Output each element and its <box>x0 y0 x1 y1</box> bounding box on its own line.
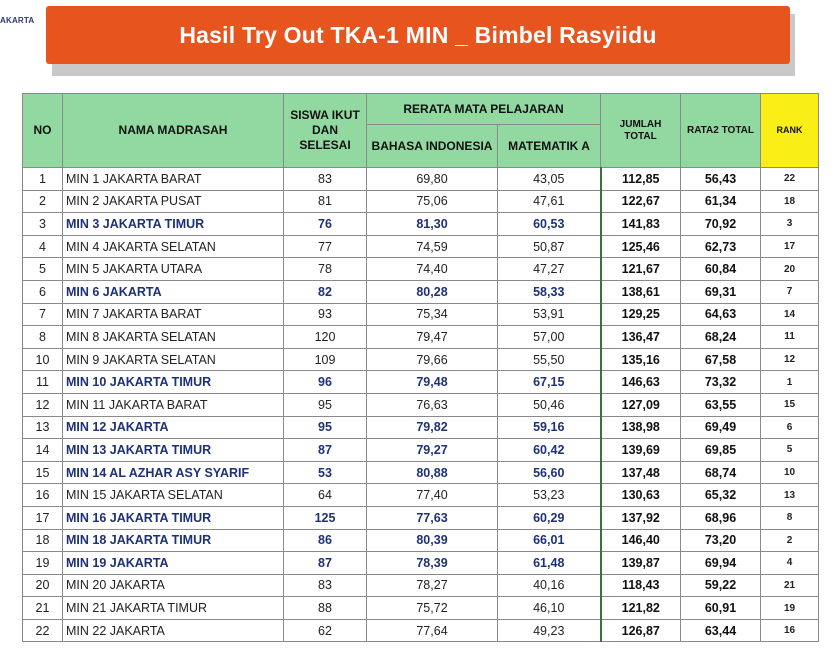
cell-rata2-total: 69,31 <box>681 280 761 303</box>
cell-rank: 4 <box>761 552 819 575</box>
header-matematika: MATEMATIK A <box>498 125 601 168</box>
table-row <box>23 393 819 416</box>
cell-nama: MIN 2 JAKARTA PUSAT <box>63 190 284 213</box>
cell-siswa: 76 <box>284 213 367 236</box>
cell-siswa: 82 <box>284 280 367 303</box>
cell-nama: MIN 12 JAKARTA <box>63 416 284 439</box>
cell-nama: MIN 21 JAKARTA TIMUR <box>63 597 284 620</box>
table-row <box>23 529 819 552</box>
cell-nama: MIN 1 JAKARTA BARAT <box>63 168 284 191</box>
cell-nama: MIN 10 JAKARTA TIMUR <box>63 371 284 394</box>
cell-rata2-total: 64,63 <box>681 303 761 326</box>
cell-nama: MIN 4 JAKARTA SELATAN <box>63 235 284 258</box>
cell-jumlah-total: 146,40 <box>601 529 681 552</box>
header-nama-madrasah: NAMA MADRASAH <box>63 94 284 168</box>
cell-no: 1 <box>23 168 63 191</box>
cell-jumlah-total: 121,67 <box>601 258 681 281</box>
cell-matematika: 49,23 <box>498 619 601 642</box>
cell-bahasa: 81,30 <box>367 213 498 236</box>
table-row <box>23 552 819 575</box>
cell-no: 18 <box>23 529 63 552</box>
cell-rank: 8 <box>761 506 819 529</box>
cell-no: 14 <box>23 439 63 462</box>
cell-nama: MIN 16 JAKARTA TIMUR <box>63 506 284 529</box>
cell-matematika: 66,01 <box>498 529 601 552</box>
cell-nama: MIN 18 JAKARTA TIMUR <box>63 529 284 552</box>
cell-rank: 19 <box>761 597 819 620</box>
table-row <box>23 168 819 191</box>
cell-rata2-total: 68,74 <box>681 461 761 484</box>
cell-nama: MIN 14 AL AZHAR ASY SYARIF <box>63 461 284 484</box>
cell-rank: 17 <box>761 235 819 258</box>
cell-rata2-total: 59,22 <box>681 574 761 597</box>
cell-matematika: 56,60 <box>498 461 601 484</box>
cell-rata2-total: 60,91 <box>681 597 761 620</box>
table-row <box>23 484 819 507</box>
cell-siswa: 83 <box>284 574 367 597</box>
cell-rata2-total: 70,92 <box>681 213 761 236</box>
cell-jumlah-total: 146,63 <box>601 371 681 394</box>
cell-rata2-total: 61,34 <box>681 190 761 213</box>
cell-siswa: 93 <box>284 303 367 326</box>
cell-rata2-total: 60,84 <box>681 258 761 281</box>
cell-bahasa: 75,06 <box>367 190 498 213</box>
cell-nama: MIN 9 JAKARTA SELATAN <box>63 348 284 371</box>
cell-rank: 6 <box>761 416 819 439</box>
cell-rata2-total: 65,32 <box>681 484 761 507</box>
cell-no: 22 <box>23 619 63 642</box>
header-no: NO <box>23 94 63 168</box>
cell-siswa: 120 <box>284 326 367 349</box>
table-row <box>23 326 819 349</box>
cell-jumlah-total: 138,61 <box>601 280 681 303</box>
cell-siswa: 109 <box>284 348 367 371</box>
cell-bahasa: 79,47 <box>367 326 498 349</box>
cell-matematika: 58,33 <box>498 280 601 303</box>
cell-rank: 1 <box>761 371 819 394</box>
cell-siswa: 86 <box>284 529 367 552</box>
table-row <box>23 190 819 213</box>
cell-rank: 20 <box>761 258 819 281</box>
cell-matematika: 61,48 <box>498 552 601 575</box>
table-row <box>23 371 819 394</box>
cell-rata2-total: 62,73 <box>681 235 761 258</box>
cell-bahasa: 80,39 <box>367 529 498 552</box>
cell-jumlah-total: 112,85 <box>601 168 681 191</box>
cell-siswa: 95 <box>284 416 367 439</box>
cell-siswa: 64 <box>284 484 367 507</box>
cell-jumlah-total: 135,16 <box>601 348 681 371</box>
cell-matematika: 47,61 <box>498 190 601 213</box>
cell-rata2-total: 67,58 <box>681 348 761 371</box>
cell-rata2-total: 69,85 <box>681 439 761 462</box>
table-row <box>23 619 819 642</box>
page-title: Hasil Try Out TKA-1 MIN _ Bimbel Rasyiidu <box>179 21 657 48</box>
table-row <box>23 280 819 303</box>
table-row <box>23 303 819 326</box>
cell-nama: MIN 11 JAKARTA BARAT <box>63 393 284 416</box>
cell-bahasa: 77,40 <box>367 484 498 507</box>
header-jumlah-total: JUMLAH TOTAL <box>601 94 681 168</box>
table-row <box>23 439 819 462</box>
cell-no: 8 <box>23 326 63 349</box>
cell-matematika: 57,00 <box>498 326 601 349</box>
cell-rank: 12 <box>761 348 819 371</box>
cell-rata2-total: 68,96 <box>681 506 761 529</box>
cell-jumlah-total: 121,82 <box>601 597 681 620</box>
table-row <box>23 416 819 439</box>
cell-jumlah-total: 126,87 <box>601 619 681 642</box>
cell-rank: 21 <box>761 574 819 597</box>
cell-no: 15 <box>23 461 63 484</box>
cell-siswa: 87 <box>284 552 367 575</box>
cell-nama: MIN 13 JAKARTA TIMUR <box>63 439 284 462</box>
cell-siswa: 88 <box>284 597 367 620</box>
cell-matematika: 46,10 <box>498 597 601 620</box>
cell-rank: 15 <box>761 393 819 416</box>
cell-siswa: 78 <box>284 258 367 281</box>
cell-nama: MIN 7 JAKARTA BARAT <box>63 303 284 326</box>
cell-rank: 16 <box>761 619 819 642</box>
cell-matematika: 60,42 <box>498 439 601 462</box>
cell-jumlah-total: 141,83 <box>601 213 681 236</box>
cell-siswa: 83 <box>284 168 367 191</box>
cell-rata2-total: 56,43 <box>681 168 761 191</box>
cell-bahasa: 74,40 <box>367 258 498 281</box>
cell-no: 3 <box>23 213 63 236</box>
cell-rank: 3 <box>761 213 819 236</box>
cell-no: 6 <box>23 280 63 303</box>
cell-bahasa: 80,88 <box>367 461 498 484</box>
cell-no: 19 <box>23 552 63 575</box>
cell-rata2-total: 69,94 <box>681 552 761 575</box>
cell-matematika: 60,53 <box>498 213 601 236</box>
cell-jumlah-total: 139,87 <box>601 552 681 575</box>
table-row <box>23 597 819 620</box>
cell-rank: 5 <box>761 439 819 462</box>
header-bahasa-indonesia: BAHASA INDONESIA <box>367 125 498 168</box>
cell-bahasa: 79,48 <box>367 371 498 394</box>
cell-rank: 10 <box>761 461 819 484</box>
cell-nama: MIN 8 JAKARTA SELATAN <box>63 326 284 349</box>
cell-no: 11 <box>23 371 63 394</box>
cell-siswa: 77 <box>284 235 367 258</box>
cell-matematika: 59,16 <box>498 416 601 439</box>
cell-siswa: 96 <box>284 371 367 394</box>
cell-siswa: 62 <box>284 619 367 642</box>
cell-nama: MIN 19 JAKARTA <box>63 552 284 575</box>
table-row <box>23 506 819 529</box>
cell-no: 17 <box>23 506 63 529</box>
cell-rank: 18 <box>761 190 819 213</box>
cell-siswa: 81 <box>284 190 367 213</box>
cell-rata2-total: 63,55 <box>681 393 761 416</box>
cell-rank: 14 <box>761 303 819 326</box>
table-row <box>23 348 819 371</box>
cell-siswa: 53 <box>284 461 367 484</box>
cell-rata2-total: 69,49 <box>681 416 761 439</box>
table-row <box>23 258 819 281</box>
cell-matematika: 50,87 <box>498 235 601 258</box>
cell-nama: MIN 3 JAKARTA TIMUR <box>63 213 284 236</box>
cell-bahasa: 77,63 <box>367 506 498 529</box>
cell-no: 5 <box>23 258 63 281</box>
cell-nama: MIN 5 JAKARTA UTARA <box>63 258 284 281</box>
table-row <box>23 574 819 597</box>
cell-bahasa: 74,59 <box>367 235 498 258</box>
cell-no: 4 <box>23 235 63 258</box>
cell-matematika: 43,05 <box>498 168 601 191</box>
cell-jumlah-total: 127,09 <box>601 393 681 416</box>
cell-jumlah-total: 138,98 <box>601 416 681 439</box>
header-rata2-total: RATA2 TOTAL <box>681 94 761 168</box>
table-row <box>23 213 819 236</box>
cell-nama: MIN 15 JAKARTA SELATAN <box>63 484 284 507</box>
cell-rank: 22 <box>761 168 819 191</box>
cell-jumlah-total: 130,63 <box>601 484 681 507</box>
cell-matematika: 53,23 <box>498 484 601 507</box>
cell-matematika: 53,91 <box>498 303 601 326</box>
cell-bahasa: 78,39 <box>367 552 498 575</box>
cell-bahasa: 79,66 <box>367 348 498 371</box>
cell-rata2-total: 73,20 <box>681 529 761 552</box>
cell-rank: 2 <box>761 529 819 552</box>
header-rerata: RERATA MATA PELAJARAN <box>367 94 601 125</box>
cell-rata2-total: 63,44 <box>681 619 761 642</box>
cell-jumlah-total: 137,48 <box>601 461 681 484</box>
cell-jumlah-total: 125,46 <box>601 235 681 258</box>
cell-rank: 7 <box>761 280 819 303</box>
cell-nama: MIN 6 JAKARTA <box>63 280 284 303</box>
cell-no: 10 <box>23 348 63 371</box>
cell-bahasa: 79,27 <box>367 439 498 462</box>
cell-matematika: 40,16 <box>498 574 601 597</box>
cell-jumlah-total: 122,67 <box>601 190 681 213</box>
cell-no: 7 <box>23 303 63 326</box>
results-table <box>22 93 819 642</box>
cell-jumlah-total: 129,25 <box>601 303 681 326</box>
cell-nama: MIN 20 JAKARTA <box>63 574 284 597</box>
cell-nama: MIN 22 JAKARTA <box>63 619 284 642</box>
header-siswa: SISWA IKUT DAN SELESAI <box>284 94 367 168</box>
cell-rata2-total: 68,24 <box>681 326 761 349</box>
cell-bahasa: 80,28 <box>367 280 498 303</box>
cell-rata2-total: 73,32 <box>681 371 761 394</box>
cell-jumlah-total: 118,43 <box>601 574 681 597</box>
cell-bahasa: 75,34 <box>367 303 498 326</box>
cell-matematika: 60,29 <box>498 506 601 529</box>
cell-no: 20 <box>23 574 63 597</box>
header-rank: RANK <box>761 94 819 168</box>
cell-matematika: 50,46 <box>498 393 601 416</box>
title-banner <box>46 6 790 64</box>
cell-jumlah-total: 137,92 <box>601 506 681 529</box>
cell-bahasa: 76,63 <box>367 393 498 416</box>
cell-rank: 11 <box>761 326 819 349</box>
cell-matematika: 47,27 <box>498 258 601 281</box>
table-row <box>23 235 819 258</box>
cell-siswa: 125 <box>284 506 367 529</box>
cell-matematika: 55,50 <box>498 348 601 371</box>
cell-matematika: 67,15 <box>498 371 601 394</box>
cell-siswa: 95 <box>284 393 367 416</box>
cell-rank: 13 <box>761 484 819 507</box>
cell-no: 12 <box>23 393 63 416</box>
cell-no: 21 <box>23 597 63 620</box>
cell-bahasa: 78,27 <box>367 574 498 597</box>
cell-bahasa: 75,72 <box>367 597 498 620</box>
cell-siswa: 87 <box>284 439 367 462</box>
cell-no: 13 <box>23 416 63 439</box>
cell-no: 16 <box>23 484 63 507</box>
cell-jumlah-total: 139,69 <box>601 439 681 462</box>
cell-bahasa: 69,80 <box>367 168 498 191</box>
cell-no: 2 <box>23 190 63 213</box>
corner-logo: AKARTA <box>0 16 35 25</box>
table-row <box>23 461 819 484</box>
cell-jumlah-total: 136,47 <box>601 326 681 349</box>
cell-bahasa: 79,82 <box>367 416 498 439</box>
cell-bahasa: 77,64 <box>367 619 498 642</box>
